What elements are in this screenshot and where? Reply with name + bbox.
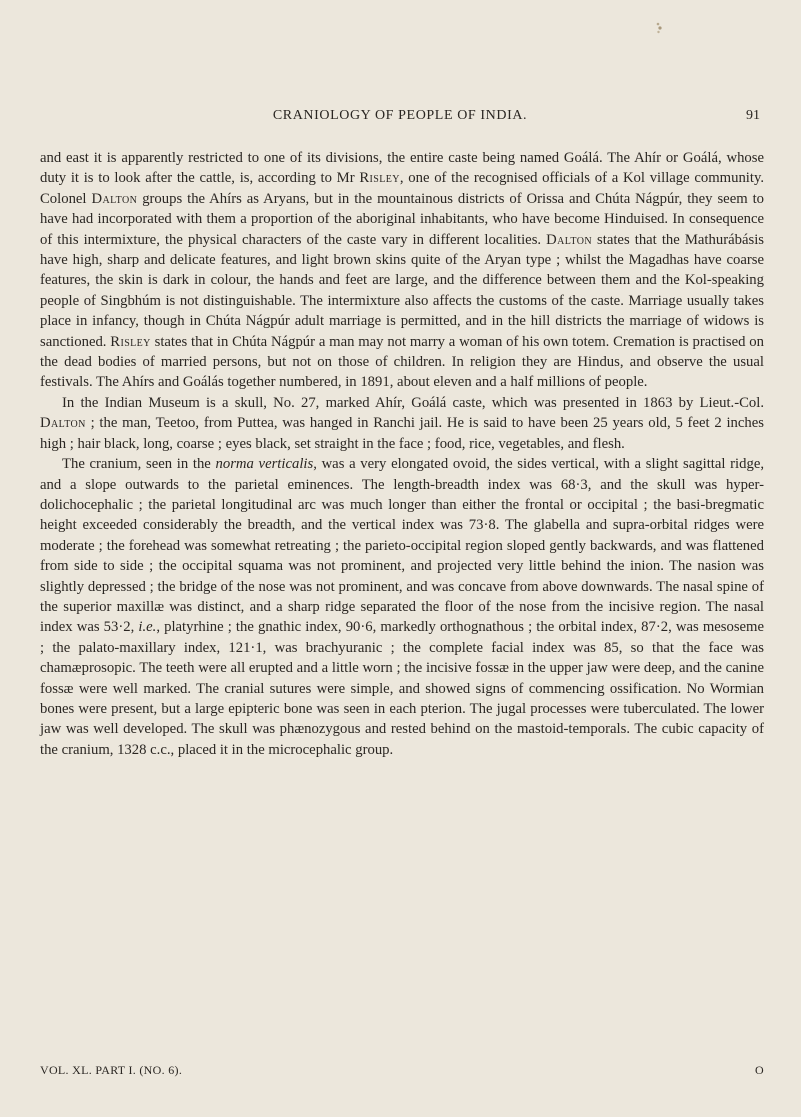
- text-run: groups the Ahírs as Aryans, but in the mountainous districts of Orissa and Chúta Nágpúr, they seem to have had incorporated with them a proportion of the aboriginal inhabitants, who have become Hinduised. In consequence of this intermixture, the physical characters of the caste vary in different localities.: [40, 190, 764, 248]
- text-run: and east it is apparently restricted to one of its divisions, the entire caste being named Goálá. The Ahír or Goálá, whose duty it is to look after the cattle, is, according to Mr: [40, 150, 764, 187]
- page-number: 91: [746, 108, 760, 123]
- running-header: [40, 108, 760, 130]
- ink-speck: [656, 22, 662, 34]
- body-text: [40, 148, 764, 760]
- italic-term: i.e.: [138, 619, 157, 636]
- text-run: states that in Chúta Nágpúr a man may not marry a woman of his own totem. Cremation is practised on the dead bodies of married persons, but not on those of children. In religion they are Hindus, and observe the usual festivals. The Ahírs and Goálás together numbered, in 1891, about eleven and a half millions of people.: [40, 333, 764, 391]
- signature-mark: VOL. XL. PART I. (NO. 6).: [40, 1063, 183, 1077]
- italic-term: norma verticalis: [215, 456, 314, 473]
- paragraph-2: [40, 393, 764, 454]
- text-run: , was a very elongated ovoid, the sides vertical, with a slight sagittal ridge, and a slope outwards to the parietal eminences. The length-breadth index was 68·3, and the skull was hyper-dolichocephalic ; the parietal longitudinal arc was much longer than either the frontal or occipital ; the basi-bregmatic height exceeded considerably the breadth, and the vertical index was 73·8. The glabella and supra-orbital ridges were moderate ; the forehead was somewhat retreating ; the parieto-occipital region sloped gently backwards, and was flattened from side to side ; the occipital squama was not prominent, and projected very little behind the inion. The nasion was slightly depressed ; the bridge of the nose was not prominent, and was concave from above downwards. The nasal spine of the superior maxillæ was distinct, and a sharp ridge separated the floor of the nose from the incisive region. The nasal index was 53·2,: [40, 456, 765, 636]
- text-run: ; the man, Teetoo, from Puttea, was hanged in Ranchi jail. He is said to have been 25 years old, 5 feet 2 inches high ; hair black, long, coarse ; eyes black, set straight in the face ; food, rice, vegetables, and flesh.: [40, 415, 764, 452]
- text-run: , one of the recognised officials of a Kol village community. Colonel: [40, 170, 765, 207]
- paragraph-3: [40, 454, 764, 760]
- text-run: In the Indian Museum is a skull, No. 27, marked Ahír, Goálá caste, which was presented in 1863 by Lieut.-Col.: [62, 394, 764, 411]
- author-name: Dalton: [546, 231, 592, 248]
- running-title: CRANIOLOGY OF PEOPLE OF INDIA.: [272, 108, 528, 123]
- author-name: Risley: [110, 333, 151, 350]
- page-footer: [40, 1063, 764, 1083]
- text-run: , platyrhine ; the gnathic index, 90·6, markedly orthognathous ; the orbital index, 87·2, was mesoseme ; the palato-maxillary index, 121·1, was brachyuranic ; the complete facial index was 85, so that the face was chamæprosopic. The teeth were all erupted and a little worn ; the incisive fossæ in the upper jaw were deep, and the canine fossæ were well marked. The cranial sutures were simple, and showed signs of commencing ossification. No Wormian bones were present, but a large epipteric bone was seen in each pterion. The jugal processes were tuberculated. The lower jaw was well developed. The skull was phænozygous and rested behind on the mastoid-temporals. The cubic capacity of the cranium, 1328 c.c., placed it in the microcephalic group.: [40, 619, 764, 758]
- text-run: The cranium, seen in the: [62, 456, 216, 473]
- author-name: Risley: [359, 170, 400, 187]
- author-name: Dalton: [91, 190, 138, 207]
- author-name: Dalton: [40, 415, 86, 432]
- text-run: states that the Mathurábásis have high, sharp and delicate features, and light brown skins quite of the Aryan type ; whilst the Magadhas have coarse features, the skin is dark in colour, the hands and feet are large, and the difference between them and the Kol-speaking people of Singbhúm is not distinguishable. The intermixture also affects the customs of the caste. Marriage usually takes place in infancy, though in Chúta Nágpúr adult marriage is permitted, and in the hill districts the marriage of widows is sanctioned.: [40, 231, 764, 350]
- signature-letter: O: [755, 1063, 764, 1077]
- paragraph-1: [40, 148, 764, 393]
